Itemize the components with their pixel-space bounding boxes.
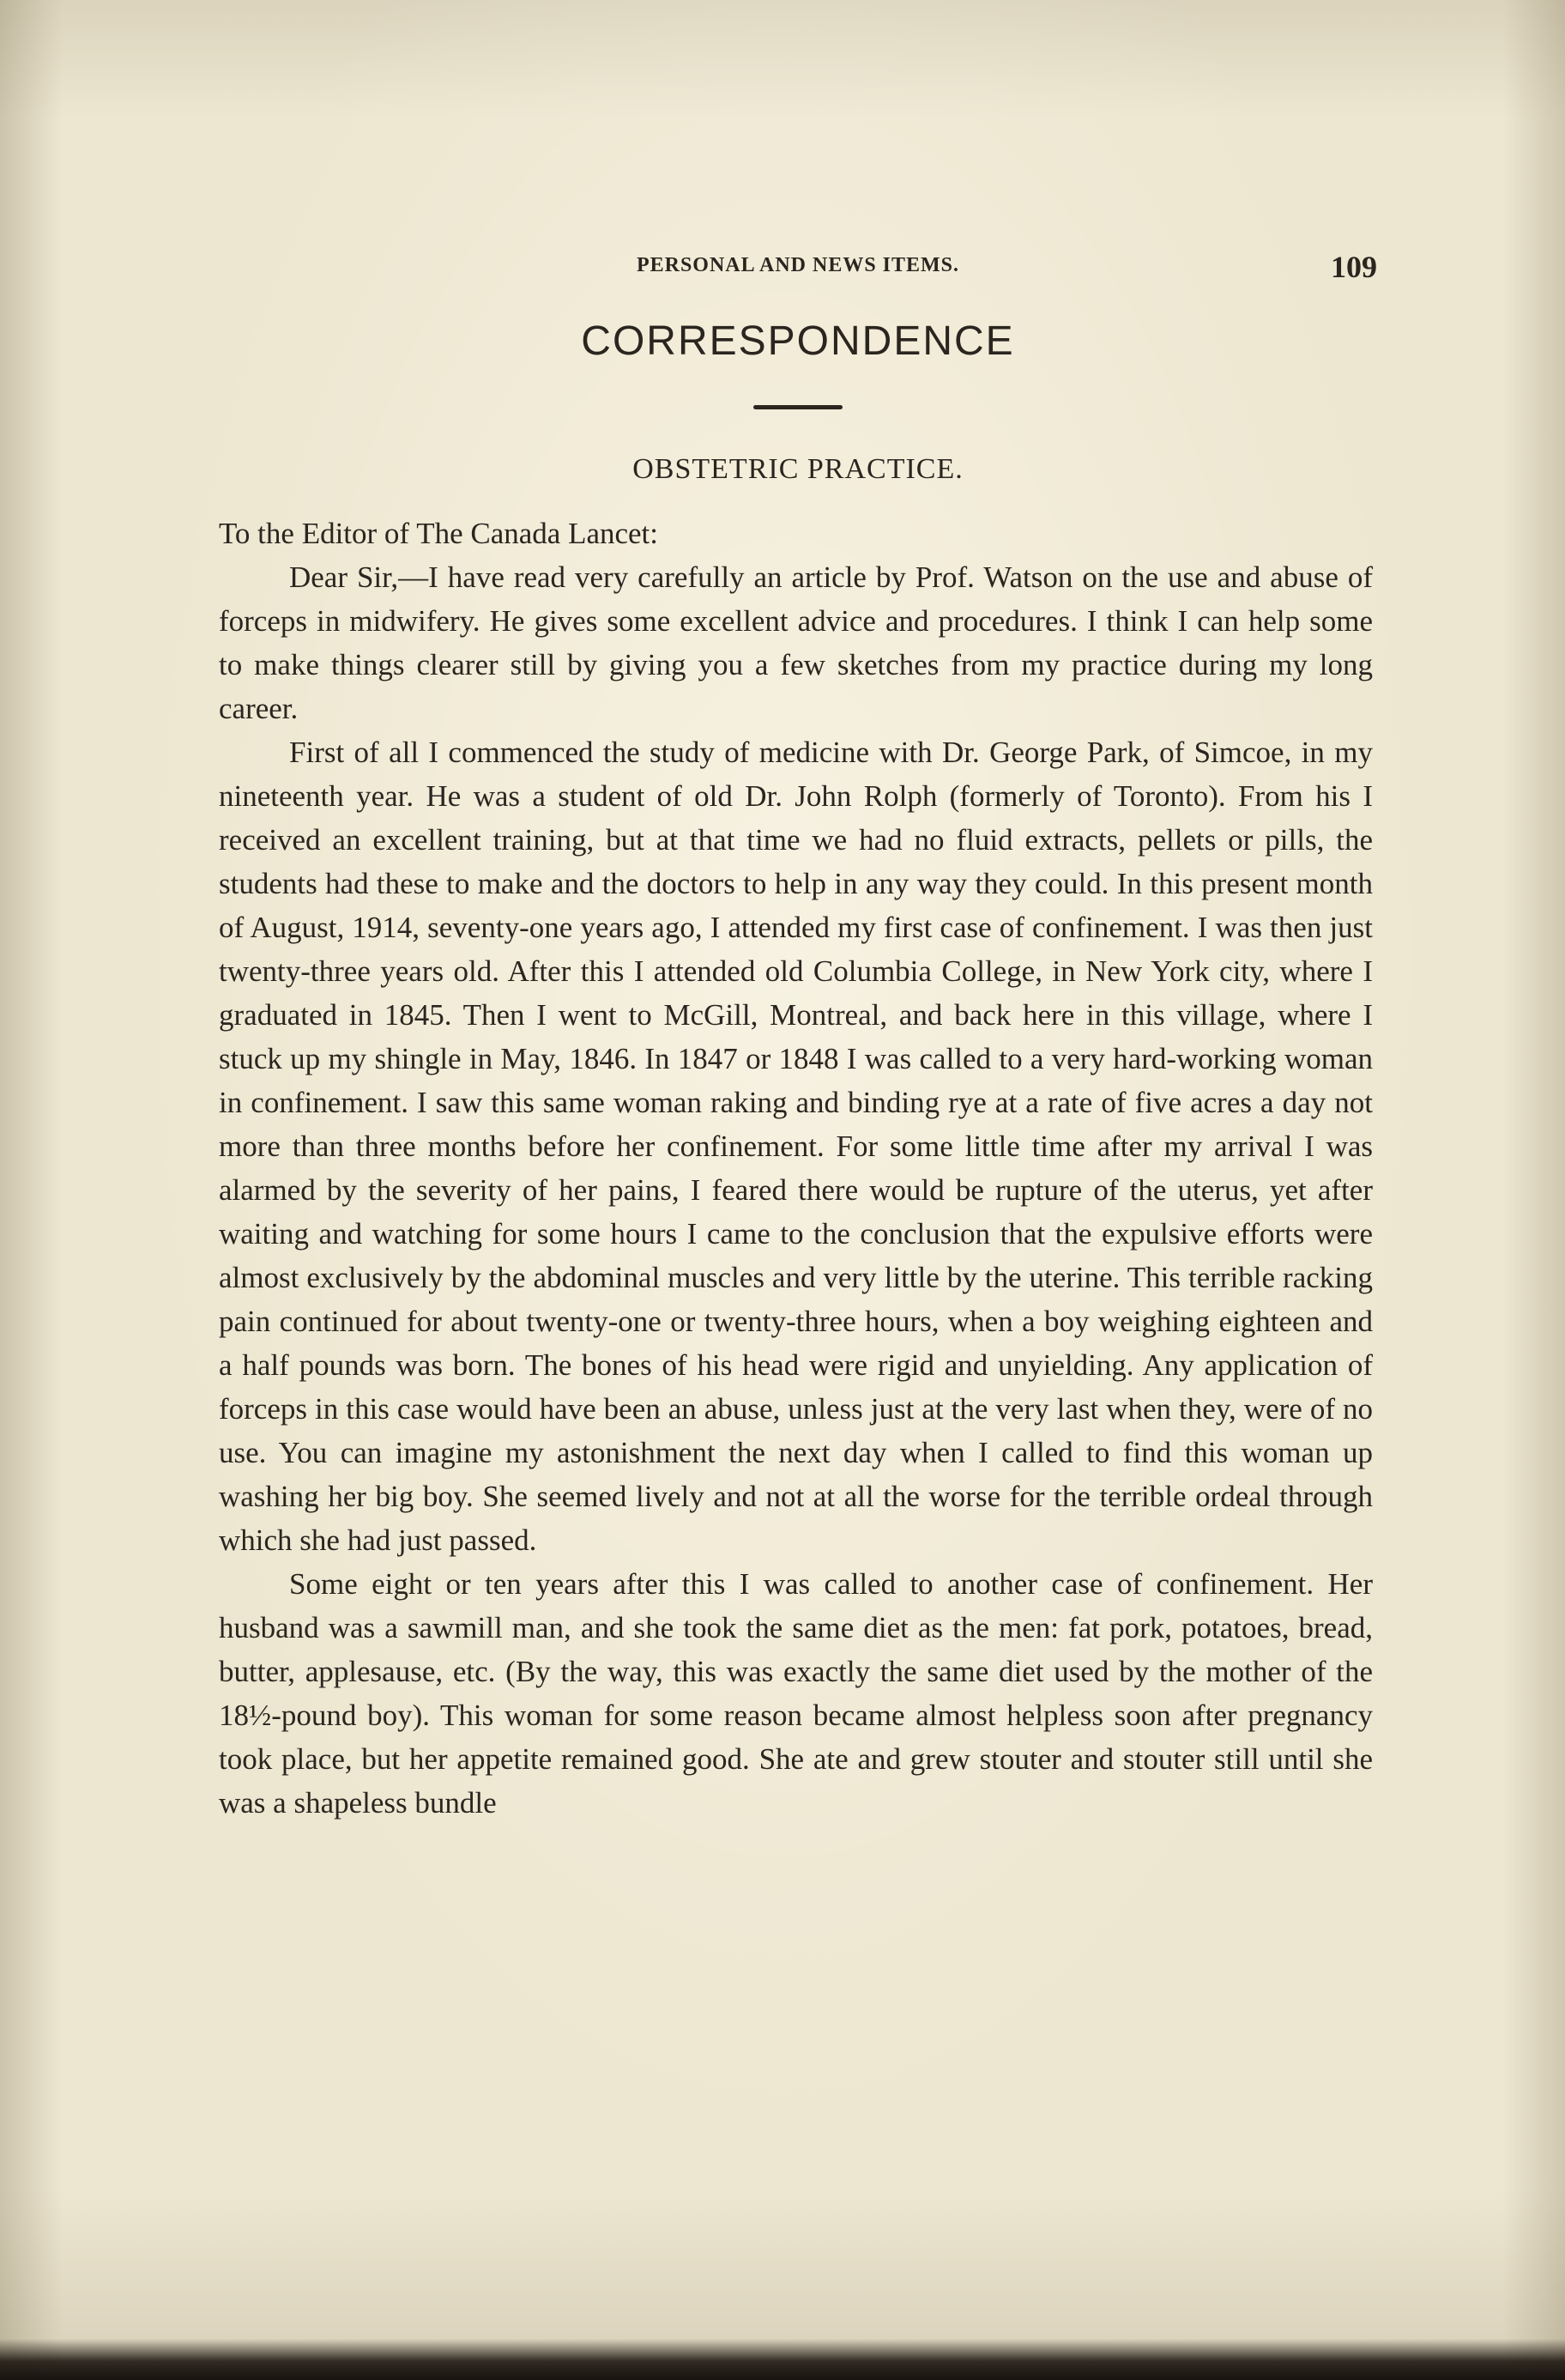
title-divider <box>753 405 843 409</box>
section-title: CORRESPONDENCE <box>581 318 1015 364</box>
paragraph-2: First of all I commenced the study of medicine with Dr. George Park, of Simcoe, in my nineteenth year. He was a student of old Dr. John Rolph (formerly of Toronto). From his I received an excellent training, but at that time we had no fluid extracts, pellets or pills, the students had these to make and the doctors to help in any way they could. In this present month of August, 1914, seventy-one years ago, I attended my first case of confinement. I was then just twenty-three years old. After this I attended old Columbia College, in New York city, where I graduated in 1845. Then I went to McGill, Montreal, and back here in this village, where I stuck up my shingle in May, 1846. In 1847 or 1848 I was called to a very hard-working woman in confinement. I saw this same woman raking and binding rye at a rate of five acres a day not more than three months before her confinement. For some little time after my arrival I was alarmed by the severity of her pains, I feared there would be rupture of the uterus, yet after waiting and watching for some hours I came to the conclusion that the expulsive efforts were almost exclusively by the abdominal muscles and very little by the uterine. This terrible racking pain continued for about twenty-one or twenty-three hours, when a boy weighing eighteen and a half pounds was born. The bones of his head were rigid and unyielding. Any application of forceps in this case would have been an abuse, unless just at the very last when they, were of no use. You can imagine my astonishment the next day when I called to find this woman up washing her big boy. She seemed lively and not at all the worse for the terrible ordeal through which she had just passed. <box>219 736 1373 1557</box>
paragraph-1: Dear Sir,—I have read very carefully an article by Prof. Watson on the use and abuse of forceps in midwifery. He gives some excellent advice and procedures. I think I can help some to make things clearer still by giving you a few sketches from my practice during my long career. <box>219 560 1373 725</box>
article-subtitle: OBSTETRIC PRACTICE. <box>632 453 964 485</box>
running-head <box>219 249 1377 292</box>
page-bottom-shadow <box>0 2339 1565 2380</box>
salutation: To the Editor of The Canada Lancet: <box>219 517 658 550</box>
article-body <box>219 512 1373 1825</box>
paragraph-3: Some eight or ten years after this I was called to another case of confinement. Her husband was a sawmill man, and she took the same diet as the men: fat pork, potatoes, bread, butter, applesause, etc. (By the way, this was exactly the same diet used by the mother of the 18½-pound boy). This woman for some reason became almost helpless soon after pregnancy took place, but her appetite remained good. She ate and grew stouter and stouter still until she was a shapeless bundle <box>219 1567 1373 1820</box>
running-title: PERSONAL AND NEWS ITEMS. <box>636 254 960 276</box>
page-number: 109 <box>1331 250 1377 284</box>
